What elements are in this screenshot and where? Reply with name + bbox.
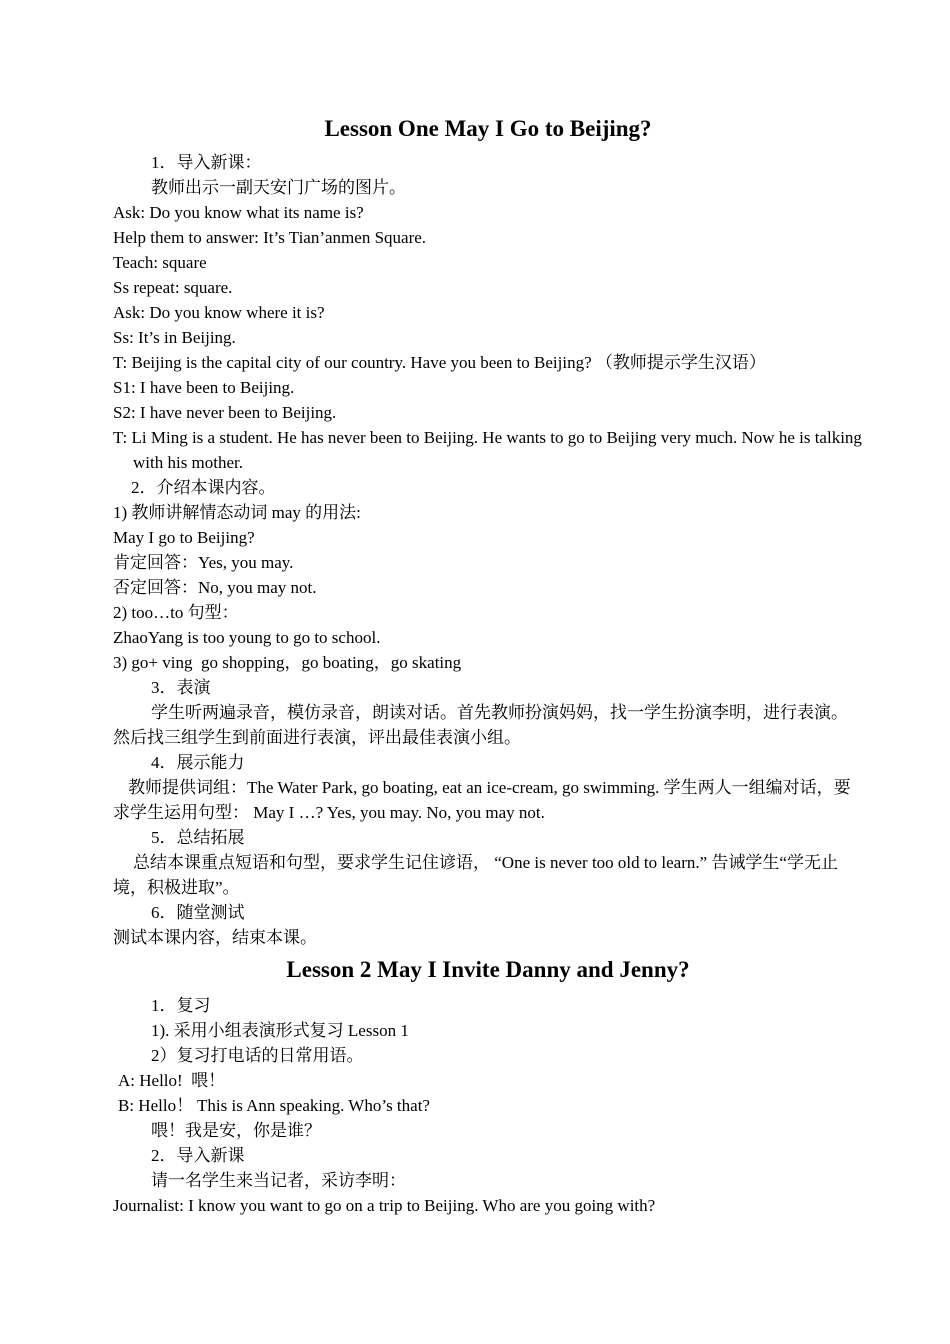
step2-line: ZhaoYang is too young to go to school. [113,628,381,647]
dialog-line: Help them to answer: It’s Tian’anmen Square. [113,228,427,247]
dialog-line: Ask: Do you know where it is? [113,303,325,322]
lesson1-step1-heading: 1．导入新课： [151,153,262,172]
lesson1-step4-text: 教师提供词组：The Water Park, go boating, eat an ice-cream, go swimming. 学生两人一组编对话，要求学生运用句型： May I …? Yes, you may. No, you may not. [113,778,851,822]
dialog-line: Ask: Do you know what its name is? [113,203,364,222]
lesson1-step1-intro: 教师出示一副天安门广场的图片。 [151,178,406,197]
lesson2-step1-line: 1). 采用小组表演形式复习 Lesson 1 [151,1021,409,1040]
lesson2-step1-line: 2）复习打电话的日常用语。 [151,1046,364,1065]
dialog-line: S2: I have never been to Beijing. [113,403,337,422]
lesson1-step5-text: 总结本课重点短语和句型，要求学生记住谚语， “One is never too old to learn.” 告诫学生“学无止境，积极进取”。 [113,853,838,897]
lesson1-step3-text: 学生听两遍录音，模仿录音，朗读对话。首先教师扮演妈妈，找一学生扮演李明，进行表演。然后找三组学生到前面进行表演，评出最佳表演小组。 [113,703,848,747]
document-body [113,112,863,1218]
dialog-line: Ss repeat: square. [113,278,233,297]
step2-line: 否定回答：No, you may not. [113,578,317,597]
dialog-line: Teach: square [113,253,207,272]
step2-line: 肯定回答：Yes, you may. [113,553,294,572]
lesson2-step2-heading: 2．导入新课 [151,1146,245,1165]
dialog-line: T: Beijing is the capital city of our country. Have you been to Beijing? （教师提示学生汉语） [113,353,766,372]
dialog-b: B: Hello！ This is Ann speaking. Who’s that? [118,1096,430,1115]
dialog-a: A: Hello! 喂！ [118,1071,226,1090]
lesson1-step4-heading: 4．展示能力 [151,753,245,772]
teacher-line: T: Li Ming is a student. He has never been to Beijing. He wants to go to Beijing very much. Now he is talking with his mother. [113,428,862,472]
dialog-line: Ss: It’s in Beijing. [113,328,236,347]
dialog-line: S1: I have been to Beijing. [113,378,295,397]
lesson1-step3-heading: 3．表演 [151,678,211,697]
lesson1-step6-heading: 6．随堂测试 [151,903,245,922]
step2-line: 1) 教师讲解情态动词 may 的用法: [113,503,361,522]
lesson2-step2-intro: 请一名学生来当记者，采访李明： [151,1171,406,1190]
lesson1-step2-heading: 2．介绍本课内容。 [131,478,276,497]
step2-line: May I go to Beijing? [113,528,255,547]
step2-line: 3) go+ ving go shopping，go boating，go skating [113,653,462,672]
lesson1-step6-text: 测试本课内容，结束本课。 [113,928,317,947]
journalist-line: Journalist: I know you want to go on a trip to Beijing. Who are you going with? [113,1196,656,1215]
step2-line: 2) too…to 句型： [113,603,239,622]
dialog-b-translation: 喂！我是安，你是谁？ [151,1121,321,1140]
lesson1-step5-heading: 5．总结拓展 [151,828,245,847]
lesson1-title: Lesson One May I Go to Beijing? [324,116,652,141]
lesson2-title: Lesson 2 May I Invite Danny and Jenny? [286,957,690,982]
lesson2-step1-heading: 1．复习 [151,996,211,1015]
